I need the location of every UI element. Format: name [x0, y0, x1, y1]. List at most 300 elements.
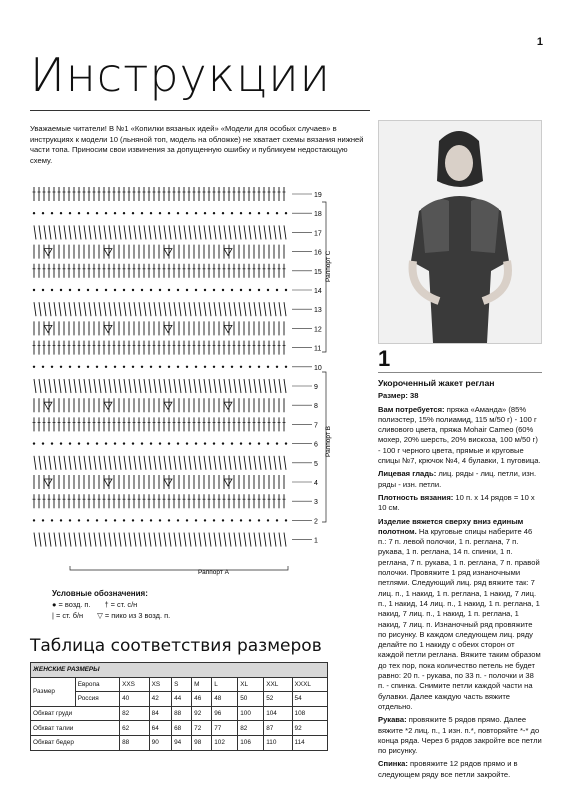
stitch-mark — [259, 379, 261, 393]
stitch-mark — [154, 379, 156, 393]
table-cell: XXL — [264, 677, 292, 692]
stitch-mark — [129, 225, 131, 239]
rapport-c-label: Раппорт С — [325, 250, 332, 282]
stitch-mark — [154, 225, 156, 239]
stitch-mark — [179, 533, 181, 547]
stitch-mark — [89, 379, 91, 393]
stitch-mark — [189, 302, 191, 316]
chain-stitch — [78, 366, 80, 368]
chain-stitch — [69, 519, 71, 521]
stitch-mark — [64, 456, 66, 470]
stitch-mark — [159, 225, 161, 239]
stitch-mark — [34, 533, 36, 547]
stitch-mark — [104, 379, 106, 393]
stitch-mark — [149, 302, 151, 316]
picot-mark — [44, 479, 52, 486]
stitch-mark — [44, 533, 46, 547]
stitch-mark — [74, 225, 76, 239]
chain-stitch — [105, 366, 107, 368]
stitch-mark — [204, 456, 206, 470]
picot-mark — [224, 249, 232, 256]
stitch-mark — [219, 533, 221, 547]
stitch-mark — [194, 302, 196, 316]
chain-stitch — [276, 519, 278, 521]
stitch-mark — [239, 225, 241, 239]
stitch-mark — [224, 302, 226, 316]
chain-stitch — [150, 519, 152, 521]
stitch-mark — [64, 533, 66, 547]
chain-stitch — [141, 289, 143, 291]
stitch-mark — [234, 533, 236, 547]
table-cell: 82 — [238, 721, 264, 736]
chain-stitch — [87, 289, 89, 291]
stitch-mark — [139, 456, 141, 470]
row-number: 3 — [314, 499, 318, 507]
stitch-mark — [64, 225, 66, 239]
chain-stitch — [60, 366, 62, 368]
stitch-mark — [179, 456, 181, 470]
chain-stitch — [267, 442, 269, 444]
chain-stitch — [51, 289, 53, 291]
chain-stitch — [42, 366, 44, 368]
stitch-mark — [194, 379, 196, 393]
stitch-mark — [114, 302, 116, 316]
picot-mark — [164, 249, 172, 256]
stitch-mark — [259, 225, 261, 239]
row-label: Обхват бедер — [31, 735, 120, 750]
stitch-mark — [149, 456, 151, 470]
chain-stitch — [231, 289, 233, 291]
chain-stitch — [96, 212, 98, 214]
stitch-mark — [264, 225, 266, 239]
stitch-mark — [269, 379, 271, 393]
row-number: 15 — [314, 268, 322, 276]
chain-stitch — [105, 289, 107, 291]
stitch-mark — [164, 456, 166, 470]
table-cell: 92 — [192, 706, 212, 721]
stitch-mark — [174, 302, 176, 316]
chain-stitch — [258, 366, 260, 368]
stitch-mark — [269, 533, 271, 547]
stitch-mark — [139, 225, 141, 239]
stitch-mark — [184, 533, 186, 547]
stitch-mark — [204, 533, 206, 547]
table-row — [31, 721, 328, 736]
stitch-mark — [99, 225, 101, 239]
chain-stitch — [132, 366, 134, 368]
stitch-mark — [139, 533, 141, 547]
chain-stitch — [222, 289, 224, 291]
stitch-mark — [194, 456, 196, 470]
stitch-mark — [199, 302, 201, 316]
stitch-mark — [219, 302, 221, 316]
chain-stitch — [177, 212, 179, 214]
chain-stitch — [168, 289, 170, 291]
chain-stitch — [276, 289, 278, 291]
chain-stitch — [60, 519, 62, 521]
stitch-mark — [39, 533, 41, 547]
table-cell: 102 — [212, 735, 238, 750]
stitch-mark — [119, 302, 121, 316]
chain-stitch — [141, 442, 143, 444]
chain-stitch — [213, 519, 215, 521]
stitch-mark — [99, 302, 101, 316]
stitch-mark — [34, 225, 36, 239]
stitch-mark — [244, 302, 246, 316]
table-cell: 87 — [264, 721, 292, 736]
rapport-a-bracket — [70, 566, 288, 570]
size-label-cell: Размер — [31, 677, 76, 706]
stitch-mark — [124, 456, 126, 470]
stitch-mark — [184, 456, 186, 470]
chart-row-numbers — [292, 192, 322, 545]
stitch-mark — [209, 533, 211, 547]
chain-stitch — [240, 289, 242, 291]
stitch-mark — [99, 533, 101, 547]
stitch-mark — [84, 456, 86, 470]
stitch-mark — [134, 533, 136, 547]
stitch-mark — [119, 225, 121, 239]
stitch-mark — [44, 225, 46, 239]
stitch-mark — [54, 533, 56, 547]
stitch-mark — [144, 225, 146, 239]
stitch-mark — [74, 302, 76, 316]
stitch-mark — [284, 302, 286, 316]
chain-stitch — [150, 366, 152, 368]
chain-stitch — [258, 289, 260, 291]
stitch-mark — [259, 456, 261, 470]
stitch-mark — [274, 225, 276, 239]
stitch-mark — [179, 302, 181, 316]
stitch-mark — [119, 456, 121, 470]
stitch-mark — [234, 302, 236, 316]
title-divider — [30, 110, 370, 111]
stitch-mark — [199, 379, 201, 393]
stitch-mark — [84, 379, 86, 393]
table-cell: 98 — [192, 735, 212, 750]
model-number: 1 — [378, 346, 391, 371]
rapport-b-label: Раппорт В — [325, 426, 332, 457]
stitch-mark — [79, 456, 81, 470]
row-number: 10 — [314, 364, 322, 372]
picot-mark — [164, 402, 172, 409]
table-cell: L — [212, 677, 238, 692]
stitch-mark — [49, 533, 51, 547]
row-number: 18 — [314, 211, 322, 219]
stitch-mark — [89, 456, 91, 470]
stitch-mark — [99, 379, 101, 393]
picot-mark — [224, 402, 232, 409]
stitch-mark — [234, 225, 236, 239]
stitch-mark — [279, 225, 281, 239]
chain-stitch — [105, 212, 107, 214]
stitch-mark — [109, 225, 111, 239]
chain-stitch — [141, 519, 143, 521]
crochet-chart — [30, 182, 350, 582]
model-photo — [378, 120, 542, 344]
chain-stitch — [96, 519, 98, 521]
stitch-mark — [204, 379, 206, 393]
stitch-mark — [224, 225, 226, 239]
stitch-mark — [249, 379, 251, 393]
table-row — [31, 706, 328, 721]
stitch-mark — [124, 379, 126, 393]
stitch-mark — [114, 533, 116, 547]
stitch-mark — [159, 533, 161, 547]
table-cell: XS — [149, 677, 171, 692]
stitch-mark — [244, 456, 246, 470]
chain-stitch — [96, 289, 98, 291]
stitch-mark — [79, 533, 81, 547]
chain-stitch — [33, 366, 35, 368]
chain-stitch — [87, 212, 89, 214]
chain-stitch — [105, 519, 107, 521]
table-cell: 108 — [292, 706, 327, 721]
chain-stitch — [177, 366, 179, 368]
stitch-mark — [129, 379, 131, 393]
legend-item-sc: | = ст. б/н — [52, 611, 84, 620]
stitch-mark — [269, 225, 271, 239]
stitch-mark — [214, 379, 216, 393]
stitch-mark — [169, 302, 171, 316]
row-number: 16 — [314, 249, 322, 257]
stitch-mark — [129, 533, 131, 547]
stitch-mark — [259, 533, 261, 547]
chain-stitch — [213, 289, 215, 291]
chain-stitch — [33, 289, 35, 291]
legend-item-picot: ▽ = пико из 3 возд. п. — [97, 611, 171, 620]
picot-mark — [44, 249, 52, 256]
page-title: Инструкции — [30, 48, 331, 102]
chain-stitch — [132, 442, 134, 444]
chain-stitch — [204, 519, 206, 521]
picot-mark — [104, 402, 112, 409]
stitch-mark — [184, 225, 186, 239]
chain-stitch — [231, 442, 233, 444]
stitch-mark — [254, 302, 256, 316]
stitch-mark — [284, 456, 286, 470]
chain-stitch — [114, 442, 116, 444]
chain-stitch — [132, 212, 134, 214]
stitch-mark — [279, 379, 281, 393]
stitch-mark — [224, 533, 226, 547]
stitch-mark — [199, 533, 201, 547]
table-cell: M — [192, 677, 212, 692]
chain-stitch — [258, 212, 260, 214]
chain-stitch — [51, 366, 53, 368]
stitch-mark — [279, 533, 281, 547]
chain-stitch — [33, 519, 35, 521]
chain-stitch — [240, 442, 242, 444]
chain-stitch — [69, 212, 71, 214]
stitch-mark — [214, 225, 216, 239]
chain-stitch — [51, 519, 53, 521]
stitch-mark — [169, 225, 171, 239]
stitch-mark — [124, 225, 126, 239]
stitch-mark — [89, 302, 91, 316]
table-caption: ЖЕНСКИЕ РАЗМЕРЫ — [31, 663, 328, 678]
chain-stitch — [204, 289, 206, 291]
chain-stitch — [159, 366, 161, 368]
chain-stitch — [186, 212, 188, 214]
row-number: 4 — [314, 480, 318, 487]
stitch-mark — [159, 302, 161, 316]
stitch-mark — [169, 456, 171, 470]
chain-stitch — [249, 519, 251, 521]
picot-mark — [164, 325, 172, 332]
chain-stitch — [114, 366, 116, 368]
table-cell: 96 — [212, 706, 238, 721]
stitch-mark — [139, 302, 141, 316]
chain-stitch — [195, 212, 197, 214]
chain-stitch — [78, 519, 80, 521]
russia-label-cell: Россия — [75, 692, 119, 707]
stitch-mark — [74, 379, 76, 393]
legend-row — [52, 610, 170, 621]
stitch-mark — [219, 379, 221, 393]
stitch-mark — [159, 456, 161, 470]
chain-stitch — [159, 212, 161, 214]
chain-stitch — [123, 442, 125, 444]
stitch-mark — [189, 379, 191, 393]
chain-stitch — [87, 366, 89, 368]
legend — [52, 588, 170, 621]
chain-stitch — [240, 212, 242, 214]
stitch-mark — [69, 302, 71, 316]
stitch-mark — [249, 225, 251, 239]
stitch-mark — [249, 302, 251, 316]
stitch-mark — [89, 225, 91, 239]
stitch-mark — [49, 456, 51, 470]
stitch-mark — [229, 379, 231, 393]
table-cell: 104 — [264, 706, 292, 721]
chain-stitch — [195, 442, 197, 444]
model-instructions — [378, 378, 542, 783]
stitch-mark — [94, 456, 96, 470]
europe-label-cell: Европа — [75, 677, 119, 692]
stitch-mark — [259, 302, 261, 316]
model-heading: Укороченный жакет реглан — [378, 378, 495, 388]
chain-stitch — [177, 289, 179, 291]
stitch-mark — [144, 533, 146, 547]
page-number: 1 — [536, 36, 543, 48]
chain-stitch — [213, 366, 215, 368]
stitch-mark — [154, 456, 156, 470]
stitch-mark — [274, 456, 276, 470]
chain-stitch — [222, 442, 224, 444]
table-cell: 48 — [212, 692, 238, 707]
chain-stitch — [123, 289, 125, 291]
chain-stitch — [159, 442, 161, 444]
chain-stitch — [78, 212, 80, 214]
legend-title: Условные обозначения: — [52, 589, 148, 598]
stitch-mark — [244, 379, 246, 393]
stitch-mark — [134, 456, 136, 470]
stitch-mark — [114, 225, 116, 239]
picot-mark — [104, 479, 112, 486]
table-cell: 62 — [120, 721, 150, 736]
stitch-mark — [54, 302, 56, 316]
stitch-mark — [284, 379, 286, 393]
chain-stitch — [33, 442, 35, 444]
chain-stitch — [285, 366, 287, 368]
stitch-mark — [144, 302, 146, 316]
stitch-mark — [134, 225, 136, 239]
chain-stitch — [42, 289, 44, 291]
chain-stitch — [159, 519, 161, 521]
stitch-mark — [59, 456, 61, 470]
chain-stitch — [96, 366, 98, 368]
stitch-mark — [179, 225, 181, 239]
stitch-mark — [269, 456, 271, 470]
stitch-mark — [284, 225, 286, 239]
row-number: 8 — [314, 403, 318, 411]
table-cell: 90 — [149, 735, 171, 750]
table-cell: XL — [238, 677, 264, 692]
stitch-mark — [64, 302, 66, 316]
picot-mark — [224, 479, 232, 486]
stitch-mark — [169, 379, 171, 393]
row-number: 13 — [314, 307, 322, 315]
chain-stitch — [285, 289, 287, 291]
table-row — [31, 735, 328, 750]
stitch-mark — [209, 379, 211, 393]
chain-stitch — [123, 366, 125, 368]
row-number: 9 — [314, 384, 318, 391]
stitch-mark — [149, 379, 151, 393]
stitch-mark — [234, 456, 236, 470]
stitch-mark — [84, 225, 86, 239]
stitch-mark — [84, 533, 86, 547]
stitch-mark — [89, 533, 91, 547]
stitch-mark — [264, 302, 266, 316]
chain-stitch — [159, 289, 161, 291]
stitch-mark — [39, 225, 41, 239]
stitch-mark — [119, 533, 121, 547]
picot-mark — [224, 325, 232, 332]
stitch-mark — [194, 225, 196, 239]
table-cell: 40 — [120, 692, 150, 707]
chain-stitch — [222, 212, 224, 214]
stitch-mark — [174, 225, 176, 239]
chain-stitch — [114, 212, 116, 214]
chain-stitch — [267, 519, 269, 521]
table-cell: 92 — [292, 721, 327, 736]
table-cell: 84 — [149, 706, 171, 721]
table-cell: 50 — [238, 692, 264, 707]
chain-stitch — [285, 519, 287, 521]
stitch-mark — [209, 456, 211, 470]
stitch-mark — [44, 302, 46, 316]
stitch-mark — [144, 379, 146, 393]
table-cell: XXXL — [292, 677, 327, 692]
table-cell: 77 — [212, 721, 238, 736]
stitch-mark — [199, 225, 201, 239]
stitch-mark — [79, 379, 81, 393]
chain-stitch — [42, 442, 44, 444]
stitch-mark — [104, 533, 106, 547]
chain-stitch — [276, 442, 278, 444]
chain-stitch — [195, 289, 197, 291]
stitch-mark — [264, 533, 266, 547]
table-cell: 88 — [120, 735, 150, 750]
chain-stitch — [60, 442, 62, 444]
stitch-mark — [189, 456, 191, 470]
stitch-mark — [244, 225, 246, 239]
chain-stitch — [51, 212, 53, 214]
stitch-mark — [179, 379, 181, 393]
stitch-mark — [134, 379, 136, 393]
